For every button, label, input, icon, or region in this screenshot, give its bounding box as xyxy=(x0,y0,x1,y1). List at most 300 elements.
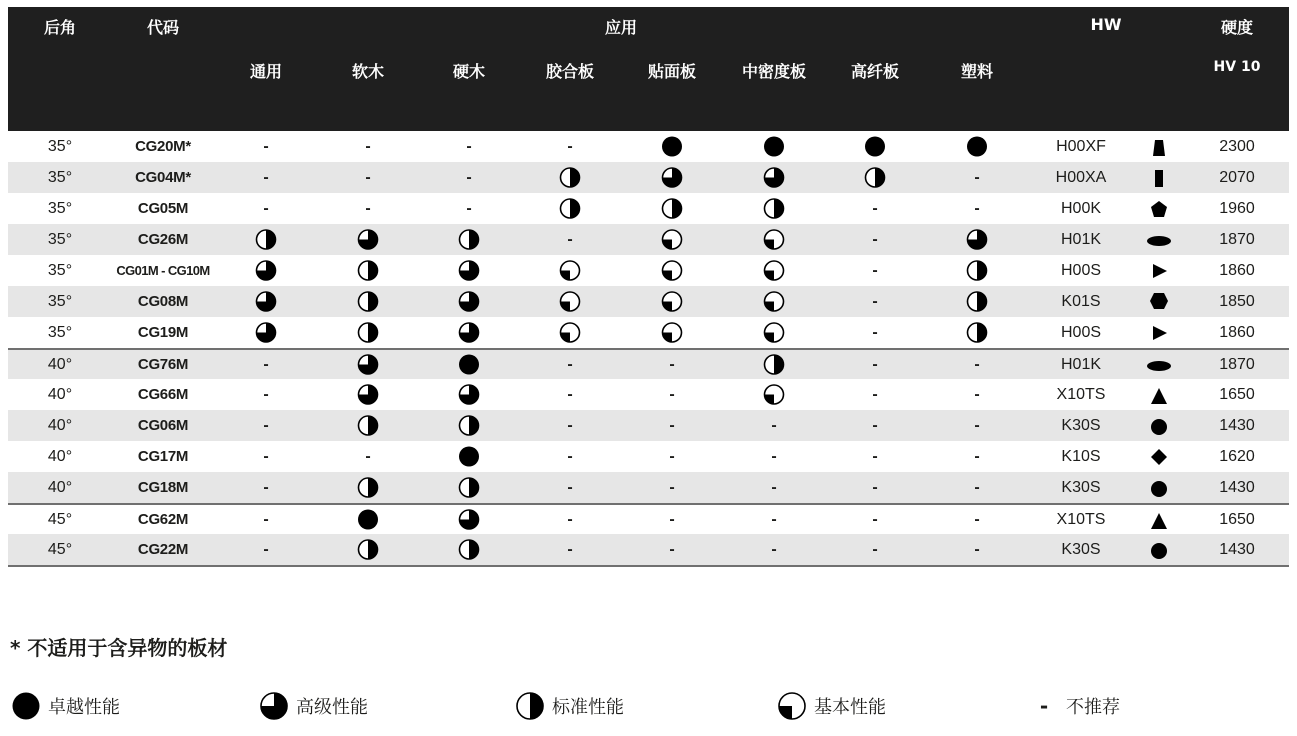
hw-shape xyxy=(1147,317,1171,348)
quarter-rating-icon xyxy=(764,384,785,405)
app-rating xyxy=(459,505,480,534)
app-rating xyxy=(459,379,480,410)
app-rating: - xyxy=(872,199,878,217)
table-row xyxy=(8,534,1289,565)
table-row xyxy=(8,472,1289,503)
half-rating-icon xyxy=(865,167,886,188)
clearance-angle: 35° xyxy=(47,168,73,186)
app-rating: - xyxy=(974,540,980,558)
app-rating: - xyxy=(365,168,371,186)
app-rating: - xyxy=(669,510,675,528)
table-row xyxy=(8,317,1289,348)
app-rating xyxy=(459,410,480,441)
header-app-hardwood: 硬木 xyxy=(452,62,486,81)
quarter-rating-icon xyxy=(662,322,683,343)
half-rating-icon xyxy=(459,539,480,560)
app-rating xyxy=(560,193,581,224)
legend-item-excellent xyxy=(12,692,120,720)
app-rating xyxy=(358,534,379,565)
grade-code: CG19M xyxy=(137,324,189,341)
half-rating-icon xyxy=(459,477,480,498)
header-app-plywood: 胶合板 xyxy=(545,62,595,81)
half-rating-icon xyxy=(662,198,683,219)
app-rating xyxy=(358,224,379,255)
footnote: * 不适用于含异物的板材 xyxy=(10,636,228,660)
quarter-rating-icon xyxy=(662,291,683,312)
app-rating: - xyxy=(974,199,980,217)
clearance-angle: 35° xyxy=(47,230,73,248)
app-rating: - xyxy=(263,540,269,558)
circle-shape-icon xyxy=(1147,415,1171,437)
app-rating: - xyxy=(365,199,371,217)
clearance-angle: 40° xyxy=(47,355,73,373)
app-rating: - xyxy=(771,478,777,496)
app-rating: - xyxy=(263,355,269,373)
header-hv: HV 10 xyxy=(1213,59,1261,75)
half-rating-icon xyxy=(967,260,988,281)
header-app-veneer: 贴面板 xyxy=(647,62,697,81)
app-rating xyxy=(358,255,379,286)
grade-code: CG06M xyxy=(137,417,189,434)
hw-grade: X10TS xyxy=(1056,385,1106,403)
quarter-rating-icon xyxy=(764,260,785,281)
header-app-hdf: 高纤板 xyxy=(850,62,900,81)
quarter-rating-icon xyxy=(662,260,683,281)
quarter-rating-icon xyxy=(764,291,785,312)
app-rating: - xyxy=(263,510,269,528)
ellipse-shape-icon xyxy=(1147,229,1171,251)
circle-shape-icon xyxy=(1147,477,1171,499)
clearance-angle: 40° xyxy=(47,416,73,434)
three-rating-icon xyxy=(459,260,480,281)
app-rating: - xyxy=(974,355,980,373)
circle-shape-icon xyxy=(1147,539,1171,561)
grade-code: CG66M xyxy=(137,386,189,403)
app-rating xyxy=(459,317,480,348)
three-rating-icon xyxy=(256,291,277,312)
app-rating xyxy=(560,317,581,348)
app-rating: - xyxy=(771,540,777,558)
legend-label: 不推荐 xyxy=(1066,697,1120,718)
app-rating: - xyxy=(872,416,878,434)
app-rating: - xyxy=(466,168,472,186)
app-rating xyxy=(560,255,581,286)
hardness-value: 1650 xyxy=(1219,510,1255,528)
hardness-value: 1870 xyxy=(1219,355,1255,373)
three-rating-icon xyxy=(459,384,480,405)
app-rating xyxy=(967,131,988,162)
app-rating xyxy=(256,286,277,317)
app-rating: - xyxy=(872,478,878,496)
half-rating-icon xyxy=(764,198,785,219)
clearance-angle: 45° xyxy=(47,540,73,558)
app-rating xyxy=(358,505,379,534)
legend-quarter-circle-icon xyxy=(778,692,806,720)
app-rating xyxy=(459,286,480,317)
diamond-shape-icon xyxy=(1147,446,1171,468)
quarter-rating-icon xyxy=(764,322,785,343)
half-rating-icon xyxy=(459,415,480,436)
half-rating-icon xyxy=(358,291,379,312)
app-rating: - xyxy=(263,137,269,155)
header-application: 应用 xyxy=(604,18,638,37)
app-rating: - xyxy=(872,292,878,310)
hardness-value: 2300 xyxy=(1219,137,1255,155)
app-rating: - xyxy=(263,447,269,465)
app-rating: - xyxy=(669,355,675,373)
three-rating-icon xyxy=(260,692,288,720)
hardness-value: 1960 xyxy=(1219,199,1255,217)
hw-grade: K30S xyxy=(1061,478,1101,496)
app-rating xyxy=(560,162,581,193)
clearance-angle: 35° xyxy=(47,199,73,217)
play-shape-icon xyxy=(1147,260,1171,282)
triangle-shape-icon xyxy=(1147,384,1171,406)
app-rating xyxy=(967,286,988,317)
grade-code: CG05M xyxy=(137,200,189,217)
hw-shape xyxy=(1147,131,1171,162)
grade-code: CG18M xyxy=(137,479,189,496)
hardness-value: 1430 xyxy=(1219,416,1255,434)
app-rating xyxy=(358,317,379,348)
app-rating xyxy=(662,193,683,224)
hw-shape xyxy=(1147,441,1171,472)
carbide-grade-table xyxy=(8,7,1289,567)
app-rating: - xyxy=(466,137,472,155)
clearance-angle: 35° xyxy=(47,292,73,310)
app-rating: - xyxy=(567,137,573,155)
half-rating-icon xyxy=(967,322,988,343)
table-body xyxy=(8,131,1289,565)
app-rating: - xyxy=(974,447,980,465)
table-row xyxy=(8,286,1289,317)
full-rating-icon xyxy=(459,446,480,467)
app-rating: - xyxy=(872,510,878,528)
quarter-rating-icon xyxy=(560,291,581,312)
app-rating: - xyxy=(872,230,878,248)
three-rating-icon xyxy=(459,509,480,530)
full-rating-icon xyxy=(358,509,379,530)
header-app-softwood: 软木 xyxy=(351,62,385,81)
quarter-rating-icon xyxy=(560,260,581,281)
table-row xyxy=(8,410,1289,441)
legend-label: 高级性能 xyxy=(296,697,368,718)
app-rating: - xyxy=(974,168,980,186)
app-rating: - xyxy=(567,510,573,528)
three-rating-icon xyxy=(358,354,379,375)
hw-shape xyxy=(1147,255,1171,286)
hardness-value: 1430 xyxy=(1219,540,1255,558)
header-app-plastic: 塑料 xyxy=(960,62,994,81)
app-rating: - xyxy=(263,199,269,217)
app-rating: - xyxy=(567,416,573,434)
legend-item-advanced xyxy=(260,692,368,720)
clearance-angle: 35° xyxy=(47,137,73,155)
app-rating: - xyxy=(872,323,878,341)
header-code: 代码 xyxy=(146,18,180,37)
app-rating: - xyxy=(567,355,573,373)
grade-code: CG20M* xyxy=(135,138,191,155)
triangle-shape-icon xyxy=(1147,509,1171,531)
hw-grade: K30S xyxy=(1061,416,1101,434)
app-rating: - xyxy=(974,510,980,528)
app-rating: - xyxy=(567,478,573,496)
app-rating: - xyxy=(669,447,675,465)
app-rating: - xyxy=(263,478,269,496)
legend-item-basic xyxy=(778,692,886,720)
hardness-value: 1870 xyxy=(1219,230,1255,248)
full-rating-icon xyxy=(662,136,683,157)
grade-code: CG22M xyxy=(137,541,189,558)
table-row xyxy=(8,162,1289,193)
app-rating: - xyxy=(669,416,675,434)
app-rating: - xyxy=(771,416,777,434)
app-rating: - xyxy=(872,355,878,373)
half-rating-icon xyxy=(560,167,581,188)
hw-grade: H01K xyxy=(1060,355,1102,373)
app-rating xyxy=(764,193,785,224)
grade-code: CG26M xyxy=(137,231,189,248)
half-rating-icon xyxy=(967,291,988,312)
hexagon-shape-icon xyxy=(1147,291,1171,313)
hardness-value: 1650 xyxy=(1219,385,1255,403)
app-rating xyxy=(764,286,785,317)
table-row xyxy=(8,503,1289,534)
three-rating-icon xyxy=(459,322,480,343)
app-rating: - xyxy=(365,447,371,465)
three-rating-icon xyxy=(764,167,785,188)
legend-half-circle-icon xyxy=(516,692,544,720)
app-rating xyxy=(459,472,480,503)
half-rating-icon xyxy=(358,260,379,281)
clearance-angle: 40° xyxy=(47,385,73,403)
hw-shape xyxy=(1147,410,1171,441)
app-rating xyxy=(662,162,683,193)
clearance-angle: 35° xyxy=(47,323,73,341)
app-rating xyxy=(459,224,480,255)
grade-code: CG62M xyxy=(137,511,189,528)
legend-item-standard xyxy=(516,692,624,720)
quarter-rating-icon xyxy=(764,229,785,250)
legend-item-not-recommended xyxy=(1030,692,1120,720)
app-rating xyxy=(358,350,379,379)
app-rating xyxy=(967,224,988,255)
app-rating: - xyxy=(263,385,269,403)
trapezoid-shape-icon xyxy=(1147,136,1171,158)
app-rating xyxy=(662,224,683,255)
grade-code: CG76M xyxy=(137,356,189,373)
rectangle-shape-icon xyxy=(1147,167,1171,189)
three-rating-icon xyxy=(358,229,379,250)
app-rating: - xyxy=(567,385,573,403)
hw-grade: H00XF xyxy=(1056,137,1106,155)
full-rating-icon xyxy=(865,136,886,157)
app-rating: - xyxy=(974,416,980,434)
quarter-rating-icon xyxy=(662,229,683,250)
half-rating-icon xyxy=(256,229,277,250)
hw-shape xyxy=(1147,379,1171,410)
app-rating xyxy=(764,379,785,410)
table-row xyxy=(8,224,1289,255)
quarter-rating-icon xyxy=(560,322,581,343)
app-rating: - xyxy=(365,137,371,155)
app-rating xyxy=(662,255,683,286)
app-rating xyxy=(764,224,785,255)
three-rating-icon xyxy=(662,167,683,188)
app-rating xyxy=(764,317,785,348)
legend-label: 基本性能 xyxy=(814,697,886,718)
table-row xyxy=(8,441,1289,472)
app-rating xyxy=(662,131,683,162)
app-rating: - xyxy=(872,447,878,465)
full-rating-icon xyxy=(764,136,785,157)
header-hardness: 硬度 xyxy=(1220,18,1254,37)
app-rating xyxy=(865,162,886,193)
app-rating: - xyxy=(669,478,675,496)
three-rating-icon xyxy=(459,291,480,312)
app-rating: - xyxy=(466,199,472,217)
app-rating: - xyxy=(974,478,980,496)
hw-shape xyxy=(1147,224,1171,255)
app-rating xyxy=(967,317,988,348)
clearance-angle: 45° xyxy=(47,510,73,528)
legend-label: 卓越性能 xyxy=(48,697,120,718)
app-rating xyxy=(662,317,683,348)
hw-grade: H00XA xyxy=(1055,168,1107,186)
app-rating xyxy=(256,224,277,255)
table-header xyxy=(8,7,1289,131)
app-rating xyxy=(967,255,988,286)
clearance-angle: 35° xyxy=(47,261,73,279)
hw-shape xyxy=(1147,472,1171,503)
app-rating xyxy=(358,286,379,317)
legend-three-quarter-circle-icon xyxy=(260,692,288,720)
table-row xyxy=(8,379,1289,410)
app-rating: - xyxy=(567,540,573,558)
hardness-value: 2070 xyxy=(1219,168,1255,186)
app-rating xyxy=(459,534,480,565)
hw-grade: K30S xyxy=(1061,540,1101,558)
app-rating xyxy=(256,255,277,286)
app-rating: - xyxy=(771,447,777,465)
app-rating: - xyxy=(872,540,878,558)
app-rating xyxy=(764,131,785,162)
half-rating-icon xyxy=(358,322,379,343)
header-app-general: 通用 xyxy=(249,62,283,81)
full-rating-icon xyxy=(459,354,480,375)
play-shape-icon xyxy=(1147,322,1171,344)
app-rating xyxy=(764,350,785,379)
header-angle: 后角 xyxy=(43,18,77,37)
three-rating-icon xyxy=(967,229,988,250)
ellipse-shape-icon xyxy=(1147,354,1171,376)
hw-grade: H00S xyxy=(1060,323,1102,341)
grade-code: CG01M - CG10M xyxy=(116,263,210,278)
hw-shape xyxy=(1147,286,1171,317)
app-rating xyxy=(358,410,379,441)
hw-grade: H00S xyxy=(1060,261,1102,279)
hw-grade: K01S xyxy=(1061,292,1101,310)
hw-shape xyxy=(1147,505,1171,534)
header-app-mdf: 中密度板 xyxy=(741,62,807,81)
app-rating xyxy=(358,379,379,410)
grade-code: CG17M xyxy=(137,448,189,465)
hardness-value: 1620 xyxy=(1219,447,1255,465)
app-rating xyxy=(764,255,785,286)
app-rating: - xyxy=(669,540,675,558)
hardness-value: 1860 xyxy=(1219,323,1255,341)
full-rating-icon xyxy=(967,136,988,157)
app-rating xyxy=(256,317,277,348)
app-rating xyxy=(764,162,785,193)
app-rating: - xyxy=(872,385,878,403)
app-rating: - xyxy=(567,447,573,465)
app-rating: - xyxy=(669,385,675,403)
pentagon-shape-icon xyxy=(1147,198,1171,220)
half-rating-icon xyxy=(358,415,379,436)
hw-grade: H00K xyxy=(1060,199,1102,217)
hw-shape xyxy=(1147,193,1171,224)
half-rating-icon xyxy=(358,477,379,498)
hw-shape xyxy=(1147,350,1171,379)
app-rating: - xyxy=(263,416,269,434)
hw-grade: K10S xyxy=(1061,447,1101,465)
app-rating xyxy=(662,286,683,317)
full-rating-icon xyxy=(12,692,40,720)
app-rating xyxy=(459,441,480,472)
table-row xyxy=(8,255,1289,286)
app-rating xyxy=(459,350,480,379)
app-rating: - xyxy=(872,261,878,279)
grade-code: CG04M* xyxy=(135,169,191,186)
clearance-angle: 40° xyxy=(47,478,73,496)
half-rating-icon xyxy=(516,692,544,720)
three-rating-icon xyxy=(358,384,379,405)
hw-shape xyxy=(1147,534,1171,565)
app-rating xyxy=(459,255,480,286)
hardness-value: 1430 xyxy=(1219,478,1255,496)
table-row xyxy=(8,193,1289,224)
hardness-value: 1860 xyxy=(1219,261,1255,279)
app-rating: - xyxy=(974,385,980,403)
half-rating-icon xyxy=(764,354,785,375)
grade-code: CG08M xyxy=(137,293,189,310)
three-rating-icon xyxy=(256,260,277,281)
half-rating-icon xyxy=(358,539,379,560)
legend-dash-icon: - xyxy=(1039,694,1049,718)
app-rating xyxy=(358,472,379,503)
table-row xyxy=(8,131,1289,162)
app-rating xyxy=(865,131,886,162)
header-hw: HW xyxy=(1090,15,1122,34)
hw-grade: H01K xyxy=(1060,230,1102,248)
app-rating xyxy=(560,286,581,317)
half-rating-icon xyxy=(459,229,480,250)
table-row xyxy=(8,348,1289,379)
table-bottom-rule xyxy=(8,565,1289,567)
app-rating: - xyxy=(567,230,573,248)
hw-grade: X10TS xyxy=(1056,510,1106,528)
hw-shape xyxy=(1147,162,1171,193)
app-rating: - xyxy=(263,168,269,186)
quarter-rating-icon xyxy=(778,692,806,720)
app-rating: - xyxy=(771,510,777,528)
three-rating-icon xyxy=(256,322,277,343)
clearance-angle: 40° xyxy=(47,447,73,465)
hardness-value: 1850 xyxy=(1219,292,1255,310)
half-rating-icon xyxy=(560,198,581,219)
legend-label: 标准性能 xyxy=(552,697,624,718)
